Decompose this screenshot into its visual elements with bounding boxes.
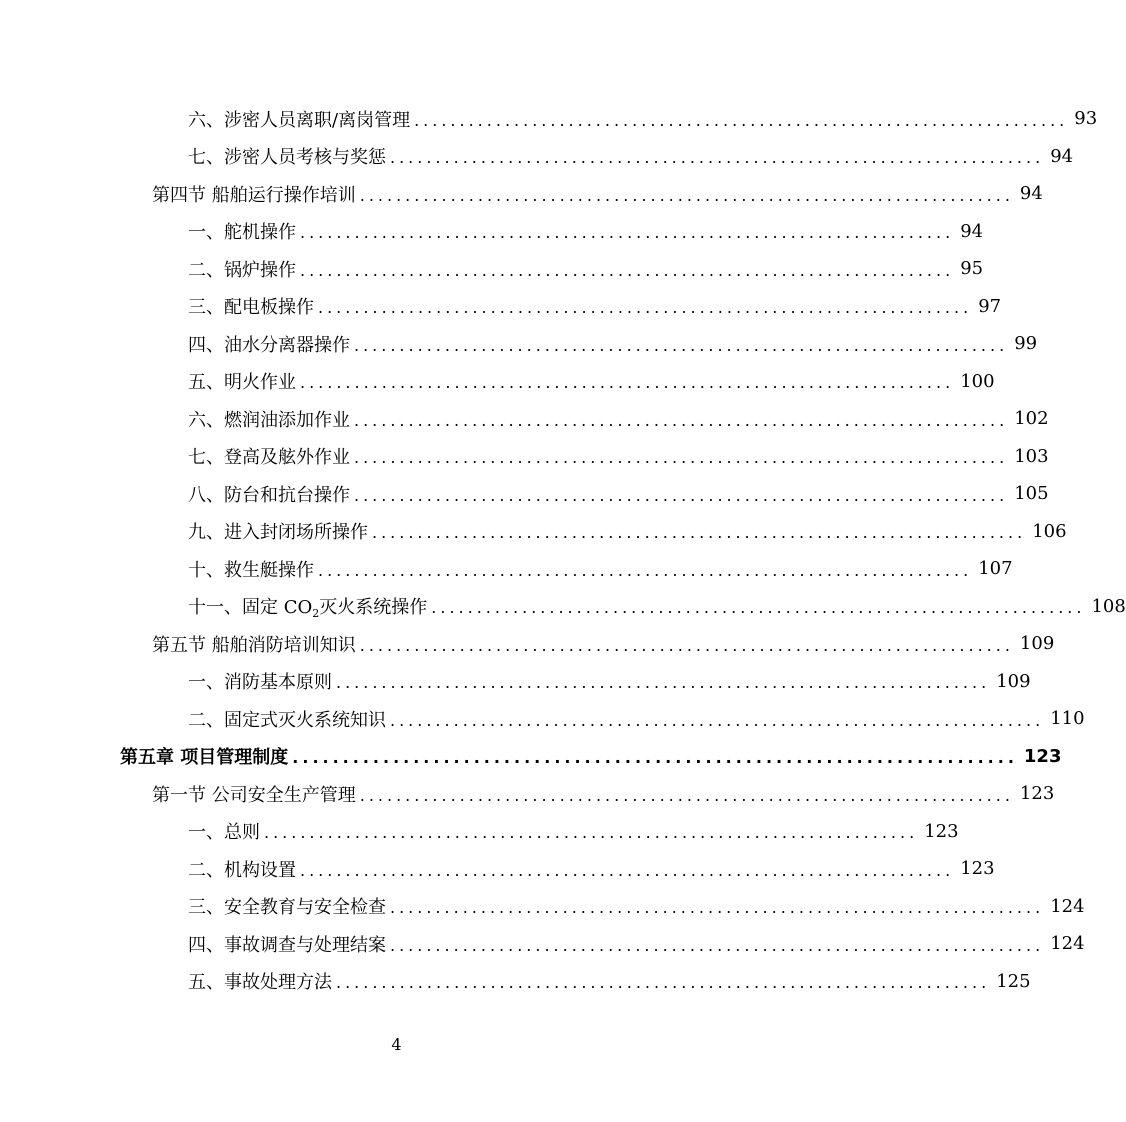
toc-leader-dots: ........................................................................ [359, 185, 1014, 205]
toc-label-prefix: 十一、固定 CO [188, 596, 313, 618]
toc-entry-page: 95 [960, 258, 984, 280]
toc-leader-dots: ........................................................................ [318, 560, 973, 580]
toc-entry-label: 四、事故调查与处理结案 [188, 931, 390, 957]
toc-entry-page: 110 [1050, 708, 1085, 730]
toc-entry-label: 二、固定式灭火系统知识 [188, 706, 390, 732]
toc-leader-dots: ........................................................................ [300, 860, 955, 880]
toc-leader-dots: ........................................................................ [354, 485, 1009, 505]
toc-entry-label: 十、救生艇操作 [188, 556, 318, 582]
toc-section-entry[interactable] [0, 175, 1043, 213]
toc-entry-page: 94 [960, 220, 984, 242]
toc-entry-page: 99 [1014, 333, 1038, 355]
table-of-contents [0, 100, 1126, 1000]
toc-entry[interactable] [0, 925, 1085, 963]
toc-leader-dots: ........................................................................ [292, 748, 1018, 768]
toc-entry[interactable] [0, 588, 1126, 626]
toc-entry[interactable] [0, 438, 1049, 476]
toc-entry-label: 九、进入封闭场所操作 [188, 518, 372, 544]
toc-leader-dots: ........................................................................ [390, 148, 1045, 168]
toc-entry-page: 123 [1023, 745, 1062, 767]
toc-entry-label [188, 593, 431, 620]
toc-leader-dots: ........................................................................ [264, 823, 919, 843]
toc-entry-page: 102 [1014, 408, 1049, 430]
toc-entry[interactable] [0, 250, 984, 288]
toc-entry-page: 109 [996, 670, 1031, 692]
toc-chapter-entry[interactable] [0, 738, 1062, 776]
toc-entry-label: 三、安全教育与安全检查 [188, 893, 390, 919]
toc-entry[interactable] [0, 100, 1098, 138]
toc-entry-label: 五、明火作业 [188, 368, 300, 394]
toc-entry[interactable] [0, 513, 1067, 551]
toc-leader-dots: ........................................................................ [414, 110, 1069, 130]
toc-entry-label: 第四节 船舶运行操作培训 [152, 181, 360, 207]
toc-entry-label: 一、总则 [188, 818, 264, 844]
toc-entry-page: 105 [1014, 483, 1049, 505]
toc-leader-dots: ........................................................................ [300, 223, 955, 243]
toc-entry-page: 97 [978, 295, 1002, 317]
toc-entry[interactable] [0, 850, 995, 888]
toc-entry-page: 123 [924, 820, 959, 842]
toc-entry-page: 123 [960, 858, 995, 880]
toc-entry-page: 124 [1050, 895, 1085, 917]
toc-label-suffix: 灭火系统操作 [319, 596, 428, 618]
toc-leader-dots: ........................................................................ [354, 335, 1009, 355]
toc-entry-label: 第五章 项目管理制度 [120, 743, 292, 769]
toc-entry-page: 124 [1050, 933, 1085, 955]
toc-entry-label: 六、燃润油添加作业 [188, 406, 354, 432]
toc-entry[interactable] [0, 138, 1074, 176]
toc-leader-dots: ........................................................................ [336, 973, 991, 993]
toc-leader-dots: ........................................................................ [318, 298, 973, 318]
toc-entry-label: 二、机构设置 [188, 856, 300, 882]
toc-entry[interactable] [0, 288, 1002, 326]
toc-entry-label: 七、涉密人员考核与奖惩 [188, 143, 390, 169]
toc-entry[interactable] [0, 550, 1013, 588]
toc-entry[interactable] [0, 325, 1038, 363]
toc-entry-label: 第五节 船舶消防培训知识 [152, 631, 360, 657]
toc-leader-dots: ........................................................................ [431, 598, 1086, 618]
toc-entry-page: 94 [1050, 145, 1074, 167]
toc-entry-page: 100 [960, 370, 995, 392]
toc-entry-label: 六、涉密人员离职/离岗管理 [188, 106, 414, 132]
toc-leader-dots: ........................................................................ [390, 935, 1045, 955]
toc-entry-label: 三、配电板操作 [188, 293, 318, 319]
toc-entry[interactable] [0, 213, 984, 251]
toc-entry-label: 第一节 公司安全生产管理 [152, 781, 360, 807]
toc-entry-page: 93 [1074, 108, 1098, 130]
toc-entry[interactable] [0, 663, 1031, 701]
toc-entry-label: 五、事故处理方法 [188, 968, 336, 994]
toc-entry[interactable] [0, 700, 1085, 738]
toc-entry[interactable] [0, 888, 1085, 926]
toc-leader-dots: ........................................................................ [372, 523, 1027, 543]
toc-entry-label: 四、油水分离器操作 [188, 331, 354, 357]
toc-entry[interactable] [0, 475, 1049, 513]
toc-leader-dots: ........................................................................ [354, 448, 1009, 468]
toc-leader-dots: ........................................................................ [390, 710, 1045, 730]
toc-section-entry[interactable] [0, 775, 1055, 813]
toc-section-entry[interactable] [0, 625, 1055, 663]
toc-entry-page: 106 [1032, 520, 1067, 542]
toc-leader-dots: ........................................................................ [390, 898, 1045, 918]
toc-entry-page: 125 [996, 970, 1031, 992]
toc-entry[interactable] [0, 400, 1049, 438]
toc-leader-dots: ........................................................................ [359, 635, 1014, 655]
toc-entry-page: 108 [1091, 595, 1126, 617]
toc-entry-page: 109 [1019, 633, 1055, 655]
toc-entry-label: 二、锅炉操作 [188, 256, 300, 282]
toc-entry-label: 七、登高及舷外作业 [188, 443, 354, 469]
page-number: 4 [391, 1035, 402, 1054]
toc-leader-dots: ........................................................................ [354, 410, 1009, 430]
toc-entry-label: 一、消防基本原则 [188, 668, 336, 694]
toc-entry-page: 94 [1019, 183, 1043, 205]
toc-leader-dots: ........................................................................ [300, 260, 955, 280]
toc-entry-page: 123 [1019, 783, 1055, 805]
co2-subscript: 2 [312, 606, 320, 620]
toc-entry[interactable] [0, 963, 1031, 1001]
toc-entry-page: 103 [1014, 445, 1049, 467]
toc-leader-dots: ........................................................................ [300, 373, 955, 393]
toc-leader-dots: ........................................................................ [336, 673, 991, 693]
toc-entry-page: 107 [978, 558, 1013, 580]
toc-entry-label: 八、防台和抗台操作 [188, 481, 354, 507]
toc-entry-label: 一、舵机操作 [188, 218, 300, 244]
toc-leader-dots: ........................................................................ [359, 785, 1014, 805]
toc-entry[interactable] [0, 813, 959, 851]
toc-entry[interactable] [0, 363, 995, 401]
